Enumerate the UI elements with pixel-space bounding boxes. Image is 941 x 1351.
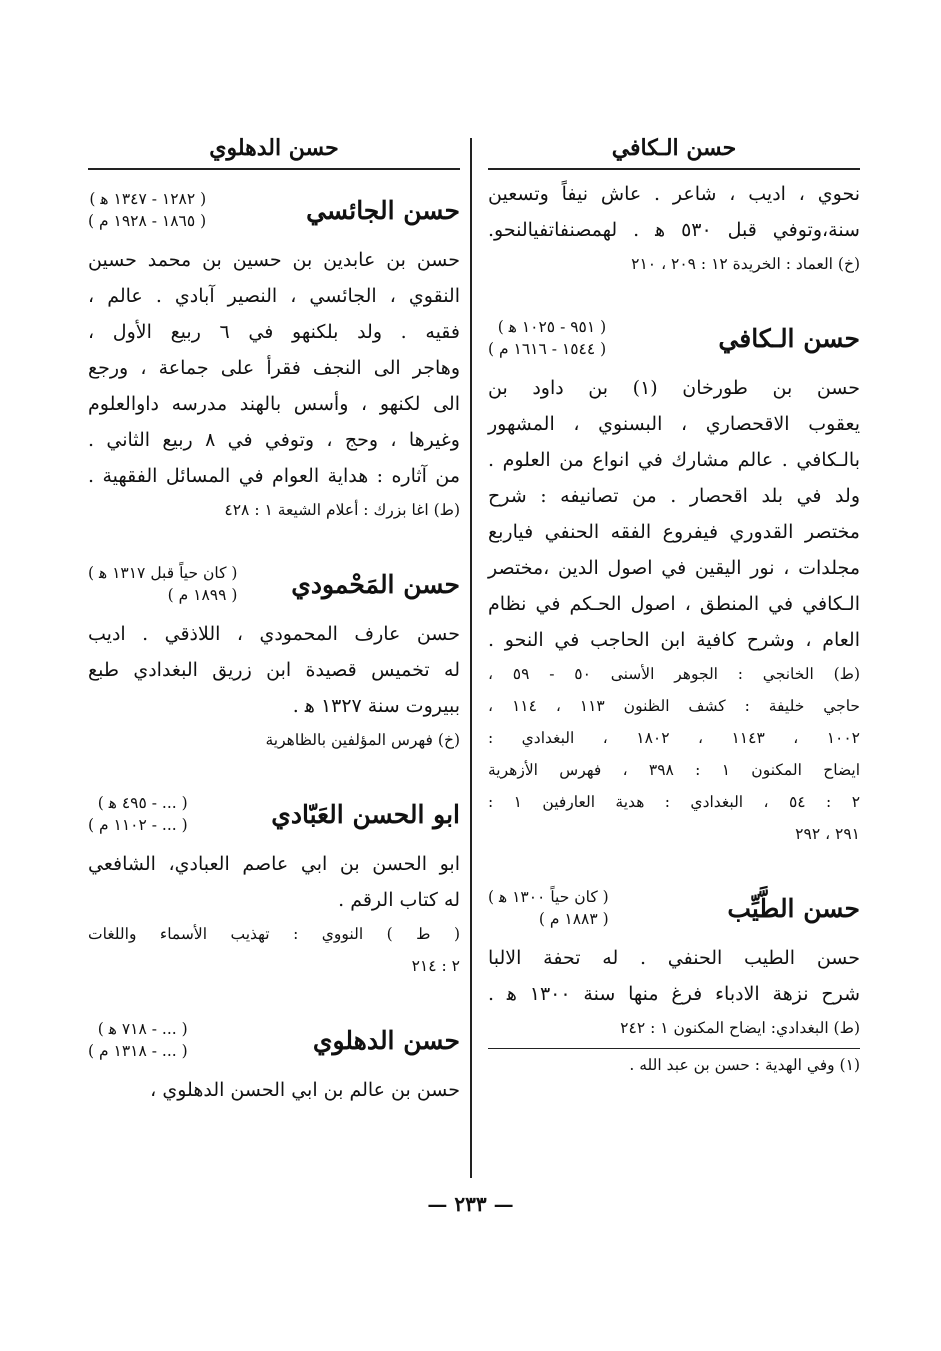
gregorian-dates: ( ١٨٩٩ م ): [167, 586, 238, 604]
entry-heading: [88, 552, 460, 616]
text-line: يعقوب الاقحصاري ، البسنوي ، المشهور: [488, 413, 860, 435]
text-line: النقوي ، الجائسي ، النصير آبادي . عالم ،: [88, 285, 460, 307]
running-header-left: حسن الدهلوي: [88, 128, 460, 170]
text-line: ابو الحسن بن ابي عاصم العبادي، الشافعي: [88, 853, 460, 875]
source-line: ٢٩١ ، ٢٩٢: [795, 825, 860, 843]
gregorian-dates: ( ... - ١١٠٢ م ): [88, 816, 188, 834]
entry-heading: [488, 876, 860, 940]
hijri-dates: ( كان حياً قبل ١٣١٧ ﻫ ): [88, 564, 238, 582]
text-line: ببيروت سنة ١٣٢٧ ﻫ .: [292, 695, 460, 717]
entry-name: ابو الحسن العَبّادي: [271, 799, 460, 829]
entry-hasan-al-kafi: [488, 306, 860, 850]
continuation-text: [488, 176, 860, 280]
text-line: له تخميس قصيدة ابن زريق البغدادي طبع: [88, 659, 460, 681]
source-line: ايضاح المكنون ١ : ٣٩٨ ، فهرس الأزهرية: [488, 761, 861, 779]
entry-name: حسن الجائسي: [306, 195, 460, 225]
gregorian-dates: ( ١٨٦٥ - ١٩٢٨ م ): [88, 212, 207, 230]
text-line: العام ، وشرح كافية ابن الحاجب في النحو .: [488, 629, 860, 651]
text-line: وغيرها ، وحج ، وتوفي في ٨ ربيع الثاني .: [88, 429, 460, 451]
entry-hasan-al-jaisi: [88, 178, 460, 526]
hijri-dates: ( ٩٥١ - ١٠٢٥ ﻫ ): [497, 318, 607, 336]
source-line: (ط) الخانجي : الجوهر الأسنى ٥٠ - ٥٩ ،: [488, 665, 860, 683]
text-line: له كتاب الرقم .: [338, 889, 460, 911]
entry-dates: [88, 792, 188, 836]
entry-dates: [88, 188, 206, 232]
text-line: حسن عارف المحمودي ، اللاذقي . اديب: [88, 623, 460, 645]
entry-dates: [88, 562, 237, 606]
running-header-right: حسن الـكافي: [488, 128, 860, 170]
text-line: مختصر القدوري فيفروع الفقه الحنفي فياربع: [488, 521, 860, 543]
entry-hasan-al-mahmudi: [88, 552, 460, 756]
text-line: نحوي ، اديب ، شاعر . عاش نيفاً وتسعين: [488, 183, 860, 205]
source-line: ( ط ) النووي : تهذيب الأسماء واللغات: [88, 925, 460, 943]
text-line: حسن الطيب الحنفي . له تحفة الالبا: [488, 947, 860, 969]
text-line: من آثاره : هداية العوام في المسائل الفقهية .: [88, 465, 460, 487]
source-line: حاجي خليفة : كشف الظنون ١١٣ ، ١١٤ ،: [488, 697, 861, 715]
text-line: ولد في بلد اقحصار . من تصانيفه : شرح: [488, 485, 860, 507]
source-line: (ط) اغا بزرك : أعلام الشيعة ١ : ٤٢٨: [224, 501, 460, 519]
source-line: ١٠٠٢ ، ١١٤٣ ، ١٨٠٢ ، البغدادي :: [488, 729, 860, 747]
entry-dates: [488, 316, 606, 360]
hijri-dates: ( ١٢٨٢ - ١٣٤٧ ﻫ ): [89, 190, 207, 208]
entry-heading: [88, 178, 460, 242]
entry-hasan-al-dihlawi: [88, 1008, 460, 1108]
source-line: (ط) البغدادي: ايضاح المكنون ١ : ٢٤٢: [620, 1019, 860, 1037]
hijri-dates: ( كان حياً ١٣٠٠ ﻫ ): [488, 888, 609, 906]
text-line: بالـكافي . عالم مشارك في انواع من العلوم .: [488, 449, 860, 471]
text-line: مجلدات ، نور اليقين في اصول الدين ،مختصر: [488, 557, 860, 579]
entry-name: حسن الدهلوي: [312, 1025, 460, 1055]
text-line: حسن بن عالم بن ابي الحسن الدهلوي ،: [150, 1079, 460, 1101]
entry-heading: [488, 306, 860, 370]
text-line: سنة،وتوفي قبل ٥٣٠ ﻫ . لهمصنفاتفيالنحو.: [488, 219, 860, 241]
page: [88, 128, 860, 1228]
entry-heading: [88, 1008, 460, 1072]
gregorian-dates: ( ١٨٨٣ م ): [538, 910, 609, 928]
gregorian-dates: ( ١٥٤٤ - ١٦١٦ م ): [488, 340, 607, 358]
text-line: شرح نزهة الادباء فرغ منها سنة ١٣٠٠ ﻫ .: [488, 983, 861, 1005]
text-line: الـكافي في المنطق ، اصول الحـكم في نظام: [488, 593, 860, 615]
source-line: ٢ : ٥٤ ، البغدادي : هدية العارفين ١ :: [488, 793, 861, 811]
text-line: حسن بن عابدين بن حسين بن محمد حسين: [88, 249, 460, 271]
entry-dates: [488, 886, 609, 930]
source-line: (خ) العماد : الخريدة ١٢ : ٢٠٩ ، ٢١٠: [631, 255, 860, 273]
entry-name: حسن المَحْمودي: [291, 569, 460, 599]
entry-abu-al-hasan-al-abbadi: [88, 782, 460, 982]
entry-dates: [88, 1018, 188, 1062]
text-line: حسن بن طورخان (١) بن داود بن: [488, 377, 860, 399]
left-column: [88, 128, 460, 1108]
right-column: [488, 128, 860, 1081]
gregorian-dates: ( ... - ١٣١٨ م ): [88, 1042, 188, 1060]
column-divider: [470, 138, 472, 1178]
hijri-dates: ( ... - ٤٩٥ ﻫ ): [97, 794, 188, 812]
entry-hasan-al-tayyib: [488, 876, 860, 1044]
entry-name: حسن الطَّيِّب: [727, 893, 860, 923]
page-number: — ٢٣٣ —: [427, 1192, 514, 1216]
source-line: ٢ : ٢١٤: [411, 957, 460, 975]
footnote: (١) وفي الهدية : حسن بن عبد الله .: [629, 1056, 860, 1074]
entry-name: حسن الـكافي: [718, 323, 860, 353]
hijri-dates: ( ... - ٧١٨ ﻫ ): [97, 1020, 188, 1038]
entry-heading: [88, 782, 460, 846]
source-line: (خ) فهرس المؤلفين بالظاهرية: [265, 731, 460, 749]
text-line: وهاجر الى النجف فقرأ على جماعة ، ورجع: [88, 357, 460, 379]
text-line: فقيه . ولد بلكنهو في ٦ ربيع الأول ،: [88, 321, 460, 343]
text-line: الى لكنهو ، وأسس بالهند مدرسه داوالعلوم: [88, 393, 460, 415]
